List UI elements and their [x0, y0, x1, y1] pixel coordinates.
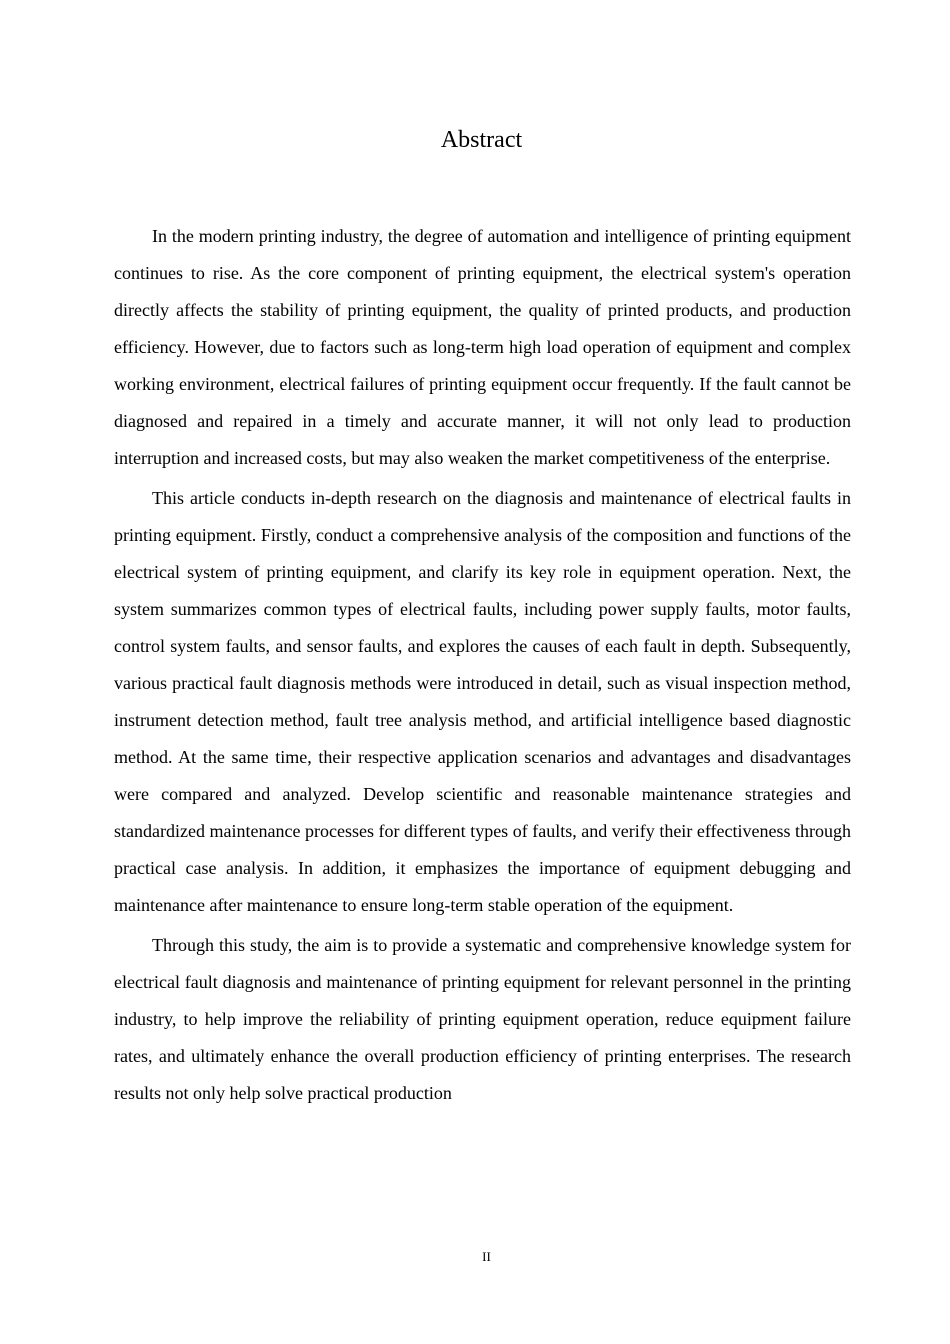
abstract-paragraph-3: Through this study, the aim is to provide a systematic and comprehensive knowledge system for electrical fault diagnosis and maintenance of printing equipment for relevant personnel in the printing industry, to help improve the reliability of printing equipment operation, reduce equipment failure rates, and ultimately enhance the overall production efficiency of printing enterprises. The research results not only help solve practical production [114, 935, 851, 1103]
abstract-paragraph-1: In the modern printing industry, the degree of automation and intelligence of printing equipment continues to rise. As the core component of printing equipment, the electrical system's operation directly affects the stability of printing equipment, the quality of printed products, and production efficiency. However, due to factors such as long-term high load operation of equipment and complex working environment, electrical failures of printing equipment occur frequently. If the fault cannot be diagnosed and repaired in a timely and accurate manner, it will not only lead to production interruption and increased costs, but may also weaken the market competitiveness of the enterprise. [114, 226, 851, 468]
page-title: Abstract [440, 127, 523, 153]
abstract-paragraph-2: This article conducts in-depth research on the diagnosis and maintenance of electrical faults in printing equipment. Firstly, conduct a comprehensive analysis of the composition and functions of the electrical system of printing equipment, and clarify its key role in equipment operation. Next, the system summarizes common types of electrical faults, including power supply faults, motor faults, control system faults, and sensor faults, and explores the causes of each fault in depth. Subsequently, various practical fault diagnosis methods were introduced in detail, such as visual inspection method, instrument detection method, fault tree analysis method, and artificial intelligence based diagnostic method. At the same time, their respective application scenarios and advantages and disadvantages were compared and analyzed. Develop scientific and reasonable maintenance strategies and standardized maintenance processes for different types of faults, and verify their effectiveness through practical case analysis. In addition, it emphasizes the importance of equipment debugging and maintenance after maintenance to ensure long-term stable operation of the equipment. [114, 488, 851, 915]
abstract-body [114, 218, 851, 1112]
page-number: II [482, 1249, 491, 1264]
